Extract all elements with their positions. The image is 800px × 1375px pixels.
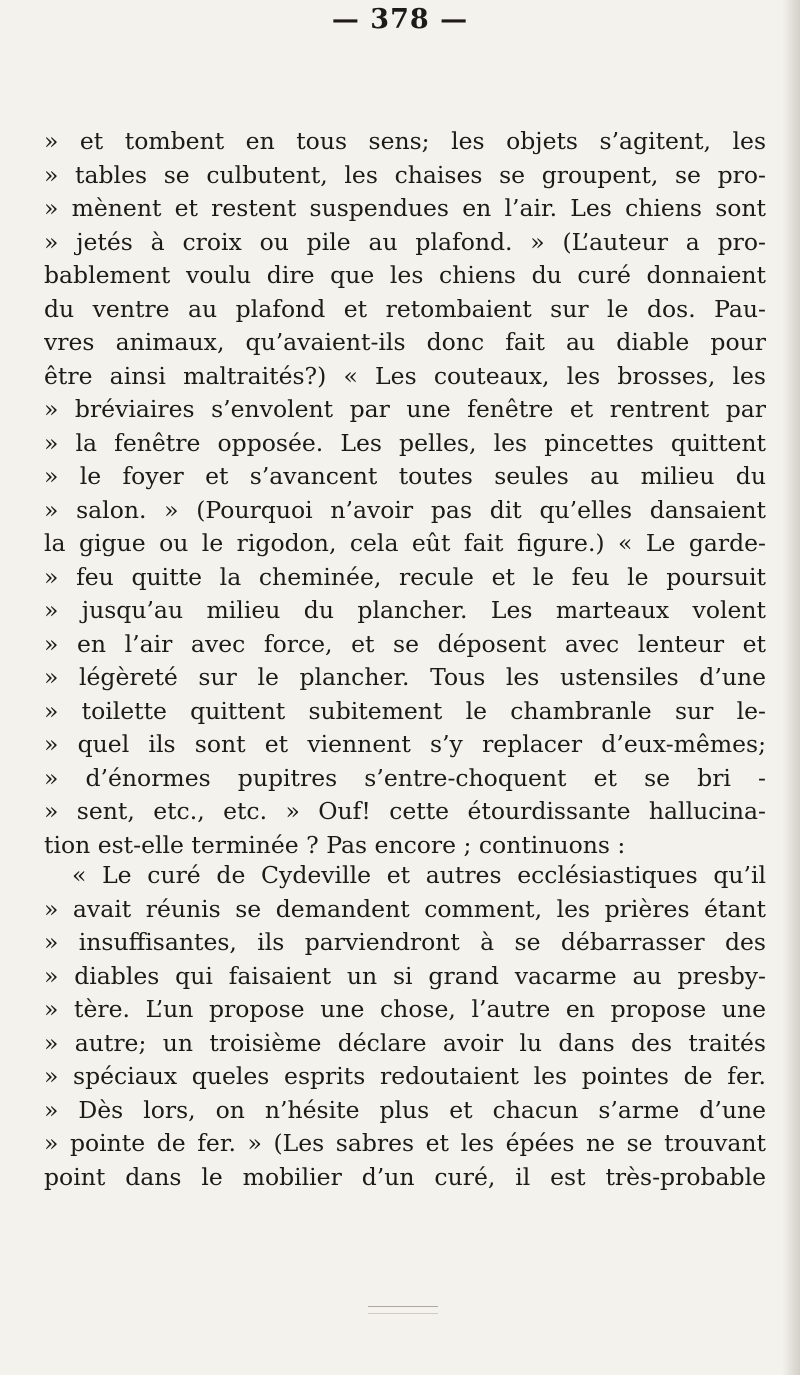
text-line: être ainsi maltraités?) « Les couteaux, les brosses, les xyxy=(44,361,766,390)
text-line: « Le curé de Cydeville et autres ecclésiastiques qu’il xyxy=(72,861,766,889)
text-line: » tables se culbutent, les chaises se groupent, se pro- xyxy=(44,160,766,189)
text-line: la gigue ou le rigodon, cela eût fait figure.) « Le garde- xyxy=(44,529,766,557)
paragraph-2 xyxy=(44,859,766,1194)
text-line: du ventre au plafond et retombaient sur le dos. Pau- xyxy=(44,294,766,323)
text-line: » tère. L’un propose une chose, l’autre en propose une xyxy=(44,995,766,1023)
text-line: » jusqu’au milieu du plancher. Les marteaux volent xyxy=(44,596,766,624)
text-line: » diables qui faisaient un si grand vacarme au presby- xyxy=(44,961,766,990)
text-line: » jetés à croix ou pile au plafond. » (L’auteur a pro- xyxy=(44,227,766,256)
text-line: » avait réunis se demandent comment, les prières étant xyxy=(44,894,766,923)
text-line: » quel ils sont et viennent s’y replacer d’eux-mêmes; xyxy=(44,730,766,758)
printer-ornament xyxy=(368,1306,438,1314)
text-line: » Dès lors, on n’hésite plus et chacun s’arme d’une xyxy=(44,1095,766,1124)
text-line: point dans le mobilier d’un curé, il est très-probable xyxy=(44,1162,766,1191)
text-line: » bréviaires s’envolent par une fenêtre et rentrent par xyxy=(44,395,766,423)
text-line: » insuffisantes, ils parviendront à se débarrasser des xyxy=(44,928,766,956)
page-number: — 378 — xyxy=(331,4,469,35)
text-line: » feu quitte la cheminée, recule et le feu le poursuit xyxy=(44,562,766,591)
text-line: » d’énormes pupitres s’entre-choquent et se bri - xyxy=(44,763,766,792)
text-line: » et tombent en tous sens; les objets s’agitent, les xyxy=(44,127,766,155)
page-edge-shadow xyxy=(782,0,800,1375)
text-line: » en l’air avec force, et se déposent avec lenteur et xyxy=(44,629,766,658)
text-line: vres animaux, qu’avaient-ils donc fait au diable pour xyxy=(44,328,766,356)
text-line: » légèreté sur le plancher. Tous les ustensiles d’une xyxy=(44,663,766,691)
text-line: » mènent et restent suspendues en l’air. Les chiens sont xyxy=(44,194,766,222)
text-line: » toilette quittent subitement le chambranle sur le- xyxy=(44,696,766,725)
text-line: bablement voulu dire que les chiens du curé donnaient xyxy=(44,261,766,289)
text-line: » pointe de fer. » (Les sabres et les épées ne se trouvant xyxy=(44,1129,766,1157)
text-line: » le foyer et s’avancent toutes seules au milieu du xyxy=(44,462,766,490)
text-line: » autre; un troisième déclare avoir lu dans des traités xyxy=(44,1028,766,1057)
text-line: tion est-elle terminée ? Pas encore ; continuons : xyxy=(44,830,626,859)
text-line: » la fenêtre opposée. Les pelles, les pincettes quittent xyxy=(44,428,766,457)
text-line: » spéciaux queles esprits redoutaient les pointes de fer. xyxy=(44,1062,766,1090)
text-line: » salon. » (Pourquoi n’avoir pas dit qu’elles dansaient xyxy=(44,495,766,524)
text-line: » sent, etc., etc. » Ouf! cette étourdissante hallucina- xyxy=(44,797,766,825)
paragraph-1 xyxy=(44,125,766,862)
